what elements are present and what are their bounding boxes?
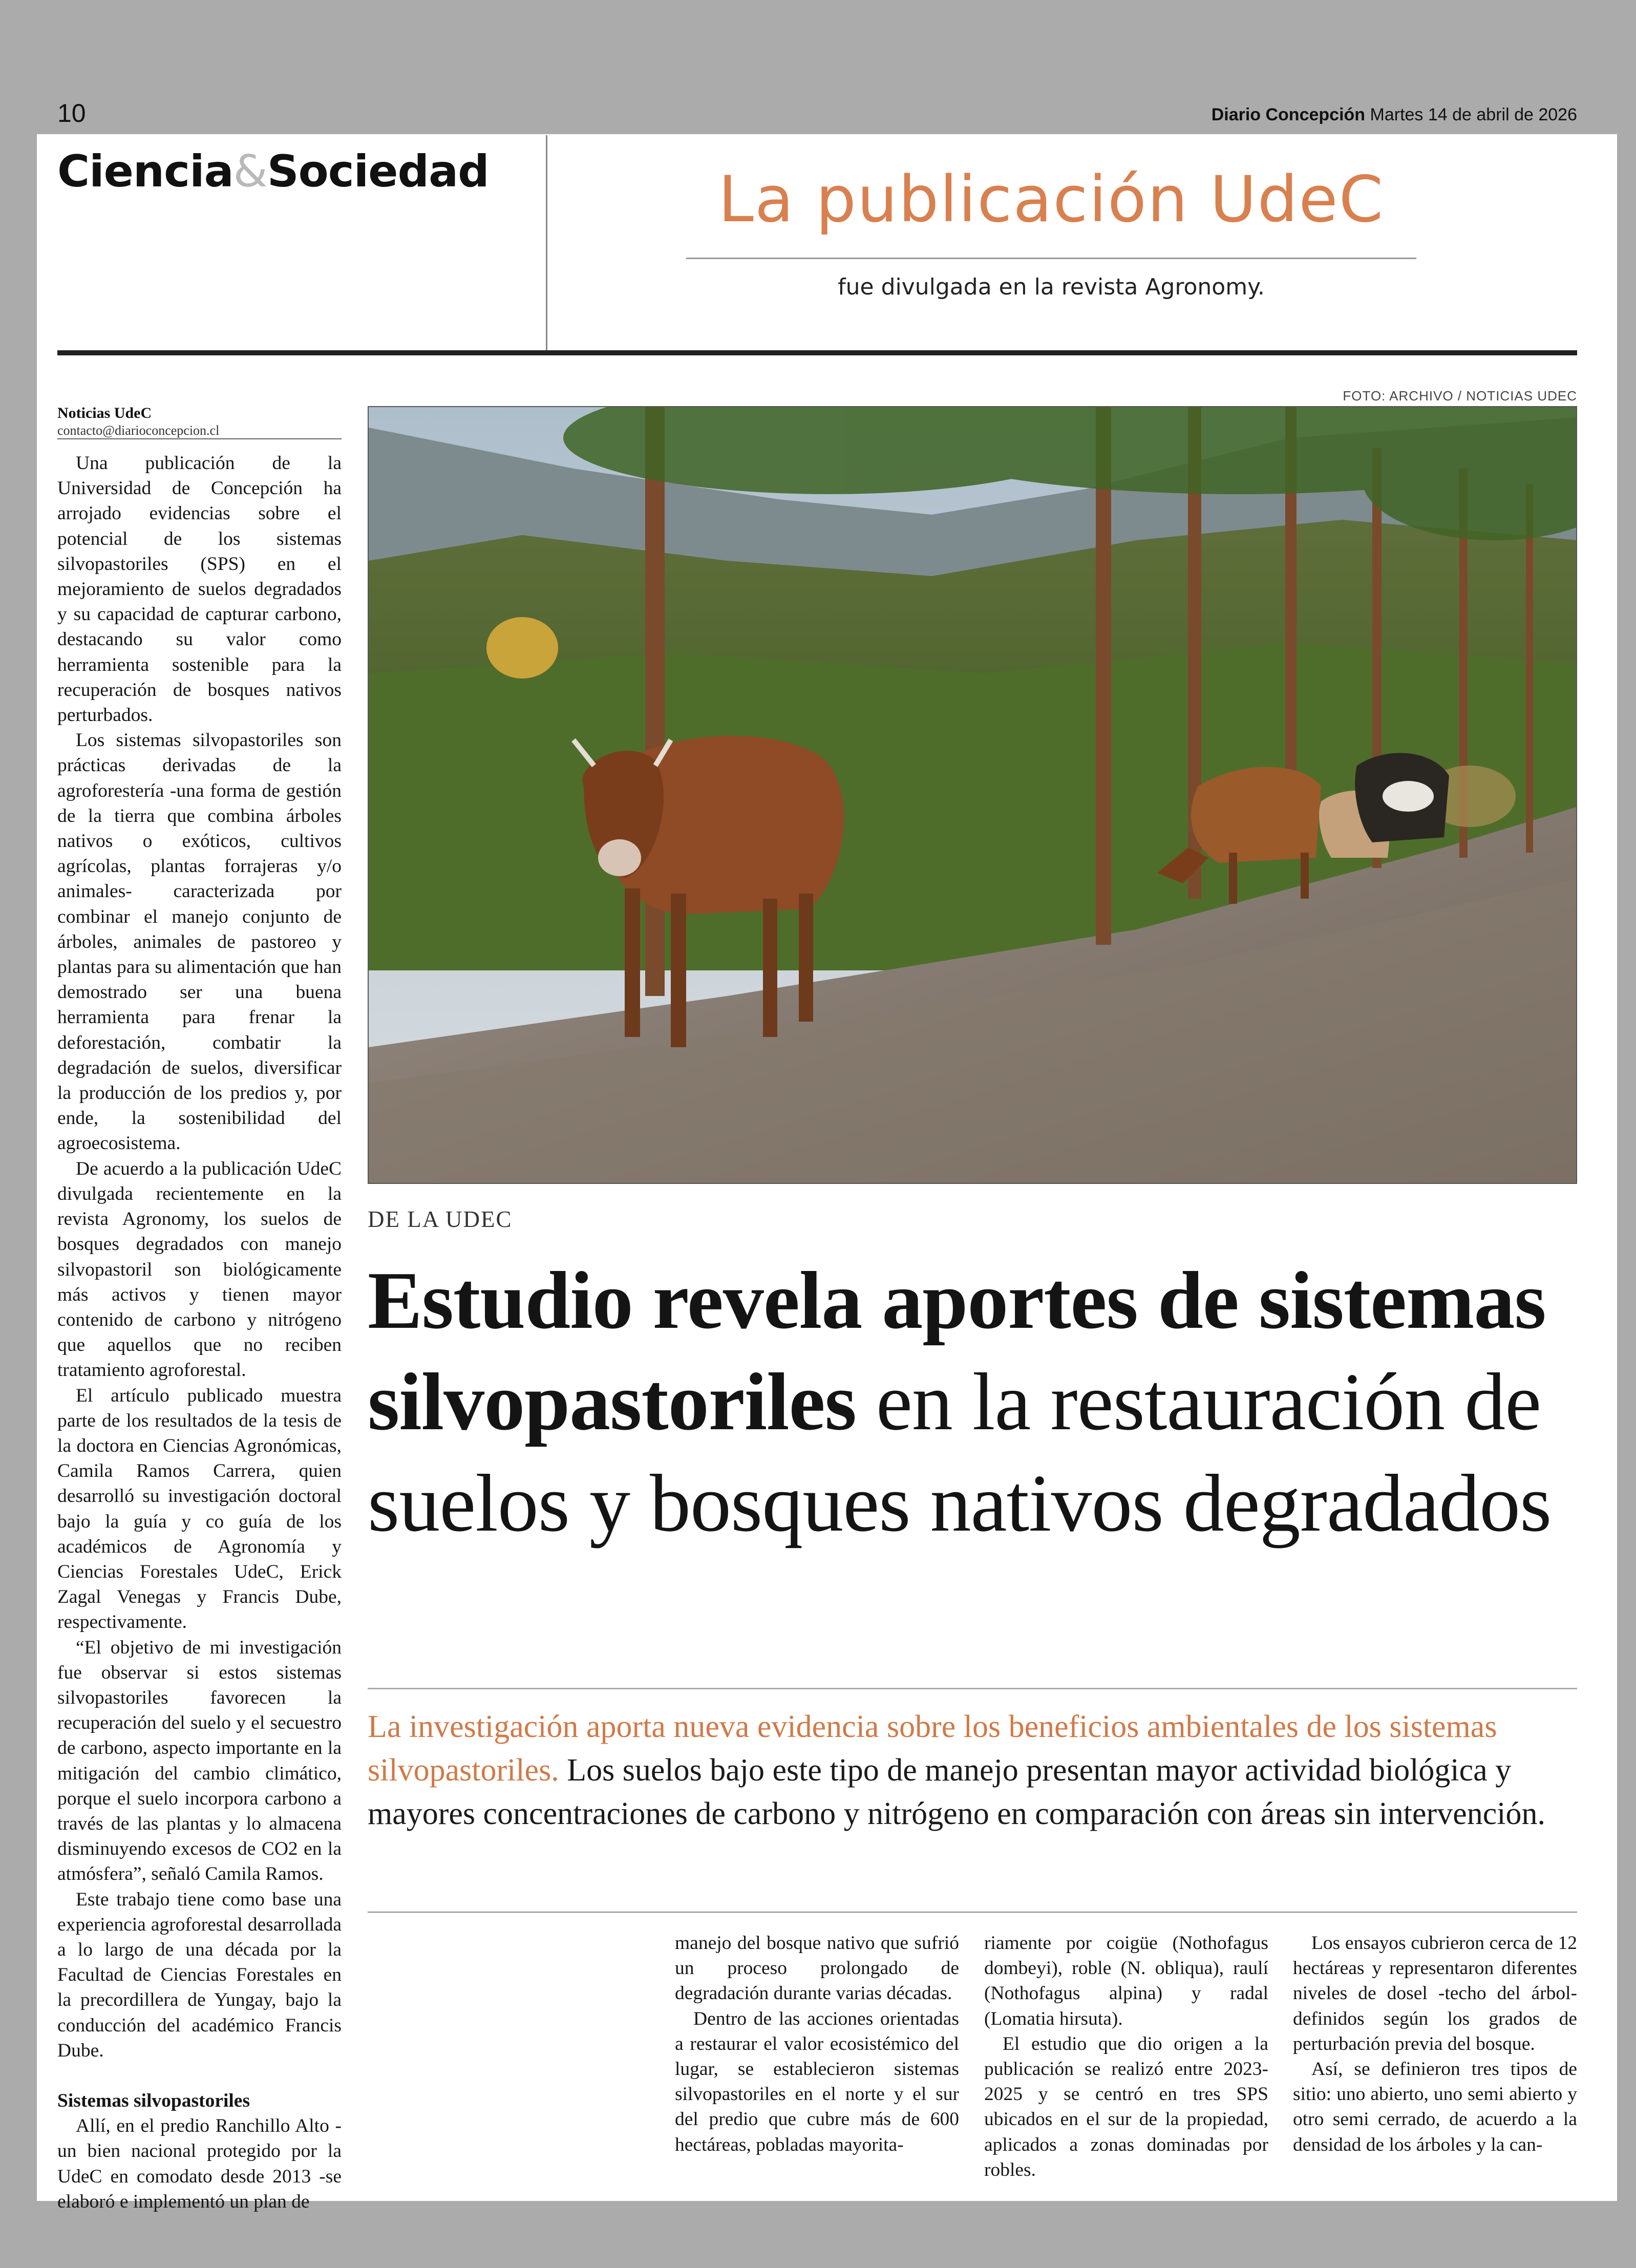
photo-credit: FOTO: ARCHIVO / NOTICIAS UDEC <box>1343 388 1577 404</box>
headline-bold: Estudio revela aportes de sistemas silvopastoriles <box>368 1255 1546 1447</box>
paragraph: Así, se definieron tres tipos de sitio: uno abierto, uno semi abierto y otro semi cerrado, de acuerdo a la densidad de los árboles y la can- <box>1293 2059 1577 2155</box>
kicker-rule <box>686 258 1416 259</box>
header-rule <box>57 350 1577 355</box>
article-column-3 <box>984 1931 1268 2182</box>
page-number: 10 <box>57 99 86 128</box>
paragraph: Allí, en el predio Ranchillo Alto -un bien nacional protegido por la UdeC en comodato desde 2013 -se elaboró e implementó un plan de <box>57 2115 342 2212</box>
paragraph: El artículo publicado muestra parte de los resultados de la tesis de la doctora en Ciencias Agronómicas, Camila Ramos Carrera, quien desarrolló su investigación doctoral bajo la guía y co guía de los académicos de Agronomía y Ciencias Forestales UdeC, Erick Zagal Venegas y Francis Dube, respectivamente. <box>57 1385 342 1633</box>
paragraph: El estudio que dio origen a la publicación se realizó entre 2023-2025 y se centró en tres SPS ubicados en el sur de la propiedad, aplicados a zonas dominadas por robles. <box>984 2033 1268 2180</box>
paragraph: Los ensayos cubrieron cerca de 12 hectáreas y representaron diferentes niveles de dosel -techo del árbol- definidos según los grados de perturbación previa del bosque. <box>1293 1933 1577 2054</box>
section-word-1: Ciencia <box>57 146 233 197</box>
byline-author: Noticias UdeC <box>57 405 152 421</box>
section-word-2: Sociedad <box>267 146 489 197</box>
byline-email: contacto@diarioconcepcion.cl <box>57 423 220 438</box>
headline <box>368 1249 1577 1554</box>
section-ampersand: & <box>233 146 267 197</box>
kicker-subtitle: fue divulgada en la revista Agronomy. <box>838 274 1265 300</box>
byline-rule <box>57 438 342 439</box>
issue-date: Martes 14 de abril de 2026 <box>1370 105 1577 124</box>
cow-back-3 <box>1355 753 1449 842</box>
deck-rule-bottom <box>368 1912 1577 1913</box>
paragraph: Una publicación de la Universidad de Concepción ha arrojado evidencias sobre el potencial de los sistemas silvopastoriles (SPS) en el mejoramiento de suelos degradados y su capacidad de capturar carbono, destacando su valor como herramienta sostenible para la recuperación de bosques nativos perturbados. <box>57 453 342 726</box>
deck-highlight: La investigación aporta nueva evidencia sobre los beneficios ambientales de los sistemas silvopastoriles. <box>368 1709 1497 1788</box>
deck-text: Los suelos bajo este tipo de manejo presentan mayor actividad biológica y mayores concentraciones de carbono y nitrógeno en comparación con áreas sin intervención. <box>368 1753 1545 1831</box>
kicker-title: La publicación UdeC <box>718 163 1385 237</box>
paragraph: Dentro de las acciones orientadas a restaurar el valor ecosistémico del lugar, se establecieron sistemas silvopastoriles en el norte y el sur del predio que cubre más de 600 hectáreas, pobladas mayorita- <box>675 2008 959 2155</box>
paragraph: Este trabajo tiene como base una experiencia agroforestal desarrollada a lo largo de una década por la Facultad de Ciencias Forestales en la precordillera de Yungay, bajo la conducción del académico Francis Dube. <box>57 1889 342 2061</box>
deck-rule-top <box>368 1688 1577 1689</box>
article-column-1 <box>57 451 342 2214</box>
masthead <box>1212 105 1577 125</box>
deck <box>368 1705 1577 1836</box>
header-divider <box>546 135 547 352</box>
headline-regular: en la restauración de suelos y bosques nativos degradados <box>368 1356 1552 1549</box>
article-tag: DE LA UDEC <box>368 1206 513 1232</box>
byline <box>57 405 342 438</box>
article-column-2 <box>675 1931 959 2157</box>
subheading: Sistemas silvopastoriles <box>57 2090 250 2111</box>
paragraph: Los sistemas silvopastoriles son prácticas derivadas de la agroforestería -una forma de gestión de la tierra que combina árboles nativos o exóticos, cultivos agrícolas, plantas forrajeras y/o animales- caracterizada por combinar el manejo conjunto de árboles, animales de pastoreo y plantas para su alimentación que han demostrado ser una buena herramienta para frenar la deforestación, combatir la degradación de suelos, diversificar la producción de los predios y, por ende, la sostenibilidad del agroecosistema. <box>57 730 342 1154</box>
paragraph: riamente por coigüe (Nothofagus dombeyi), roble (N. obliqua), raulí (Nothofagus alpina) y radal (Lomatia hirsuta). <box>984 1933 1268 2029</box>
article-column-4 <box>1293 1931 1577 2157</box>
paragraph: manejo del bosque nativo que sufrió un proceso prolongado de degradación durante varias décadas. <box>675 1933 959 2004</box>
section-title <box>57 146 489 197</box>
paragraph: “El objetivo de mi investigación fue observar si estos sistemas silvopastoriles favorecen la recuperación del suelo y el secuestro de carbono, aspecto importante en la mitigación del cambio climático, porque el suelo incorpora carbono a través de las plantas y lo almacena disminuyendo excesos de CO2 en la atmósfera”, señaló Camila Ramos. <box>57 1637 342 1885</box>
paragraph: De acuerdo a la publicación UdeC divulgada recientemente en la revista Agronomy, los suelos de bosques degradados con manejo silvopastoril son biológicamente más activos y tienen mayor contenido de carbono y nitrógeno que aquellos que no reciben tratamiento agroforestal. <box>57 1158 342 1381</box>
cows-forest-illustration <box>369 407 1577 1184</box>
publication-name: Diario Concepción <box>1211 105 1366 124</box>
article-photo <box>368 406 1577 1184</box>
